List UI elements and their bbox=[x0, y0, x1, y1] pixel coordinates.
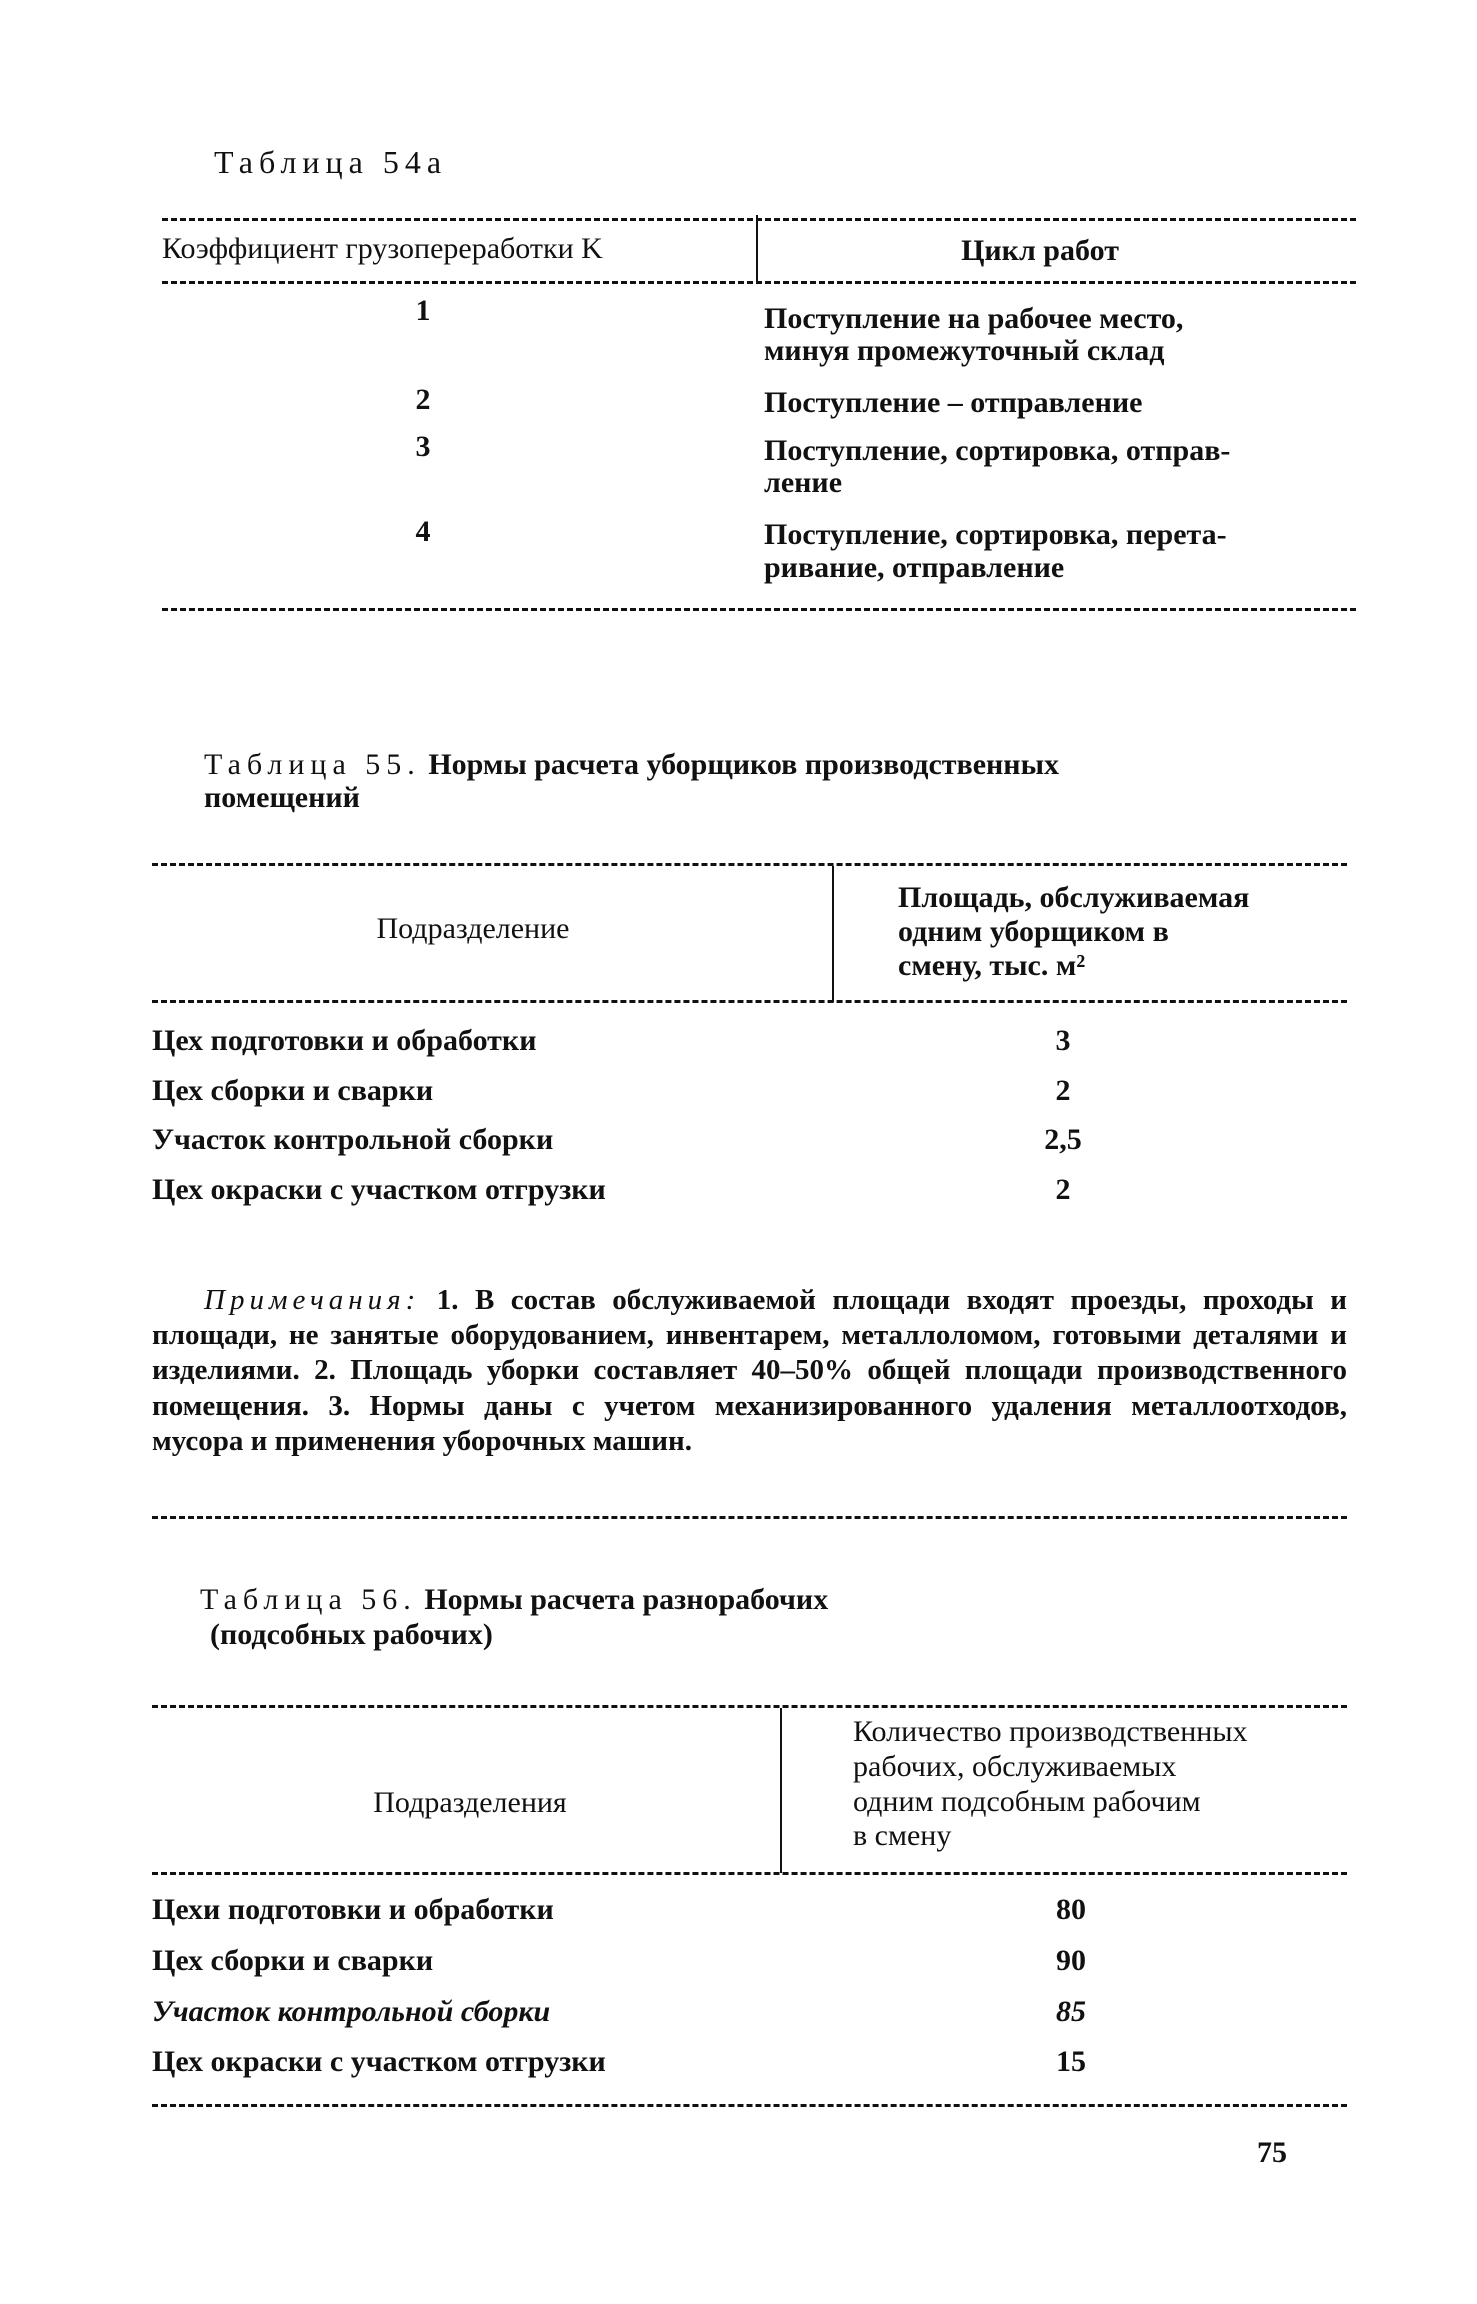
table-row-k: 3 bbox=[415, 430, 431, 463]
table-55-header-area: смену, тыс. м² bbox=[898, 949, 1086, 982]
column-divider bbox=[832, 866, 834, 1002]
table-row-value: 85 bbox=[1056, 1995, 1086, 2028]
table-rule bbox=[152, 863, 1347, 866]
table-56-label: Таблица 56. bbox=[200, 1583, 417, 1616]
table-56-title bbox=[200, 1585, 828, 1615]
table-56-title-line: Нормы расчета разнорабочих bbox=[424, 1583, 829, 1616]
table-row-name: Участок контрольной сборки bbox=[152, 1123, 554, 1156]
table-row-cycle: Поступление, сортировка, отправ- bbox=[764, 434, 1231, 467]
table-56-title-line: (подсобных рабочих) bbox=[210, 1618, 493, 1651]
table-row-value: 3 bbox=[1055, 1024, 1071, 1057]
table-row-value: 2 bbox=[1055, 1173, 1071, 1206]
notes-label: Примечания: bbox=[204, 1284, 421, 1316]
table-55-header-area: одним уборщиком в bbox=[898, 915, 1169, 948]
table-row-cycle: ление bbox=[764, 466, 843, 499]
page-number: 75 bbox=[1257, 2136, 1287, 2169]
table-row-cycle: Поступление на рабочее место, bbox=[764, 302, 1184, 335]
table-rule bbox=[152, 2104, 1347, 2107]
column-divider bbox=[780, 1708, 782, 1873]
table-row-value: 90 bbox=[1056, 1944, 1086, 1977]
table-row-value: 15 bbox=[1056, 2045, 1086, 2078]
table-row-k: 4 bbox=[415, 515, 431, 548]
table-54a-header-k: Коэффициент грузопереработки K bbox=[162, 232, 603, 265]
table-row-name: Цех подготовки и обработки bbox=[152, 1024, 537, 1057]
table-row-k: 1 bbox=[415, 294, 431, 327]
table-row-cycle: ривание, отправление bbox=[764, 551, 1065, 584]
table-rule bbox=[162, 218, 1356, 221]
table-row-name: Цех сборки и сварки bbox=[152, 1944, 434, 1977]
table-55-title-line: помещений bbox=[204, 781, 360, 814]
table-rule bbox=[162, 608, 1356, 611]
table-rule bbox=[152, 1000, 1347, 1003]
table-rule bbox=[152, 1516, 1347, 1519]
table-row-value: 2 bbox=[1055, 1074, 1071, 1107]
table-56-header-count: одним подсобным рабочим bbox=[853, 1785, 1201, 1818]
table-row-cycle: Поступление, сортировка, перета- bbox=[764, 518, 1227, 551]
table-row-cycle: минуя промежуточный склад bbox=[764, 334, 1165, 367]
column-divider bbox=[756, 215, 758, 283]
table-54a-header-cycle: Цикл работ bbox=[961, 234, 1119, 267]
table-55-title bbox=[204, 750, 1059, 780]
table-55-notes bbox=[152, 1283, 1347, 1459]
table-row-name: Цех окраски с участком отгрузки bbox=[152, 1173, 606, 1206]
table-rule bbox=[162, 281, 1356, 284]
table-56-header-count: рабочих, обслуживаемых bbox=[853, 1750, 1177, 1783]
table-55-title-line: Нормы расчета уборщиков производственных bbox=[428, 748, 1060, 781]
table-55-header-division: Подразделение bbox=[376, 912, 570, 945]
table-56-header-division: Подразделения bbox=[373, 1786, 567, 1819]
table-row-value: 80 bbox=[1056, 1893, 1086, 1926]
table-row-k: 2 bbox=[415, 383, 431, 416]
table-row-name: Цех сборки и сварки bbox=[152, 1074, 434, 1107]
table-rule bbox=[152, 1872, 1347, 1875]
table-row-cycle: Поступление – отправление bbox=[764, 386, 1143, 419]
table-rule bbox=[152, 1705, 1347, 1708]
table-54a-title: Таблица 54а bbox=[214, 144, 448, 180]
table-56-header-count: Количество производственных bbox=[853, 1715, 1248, 1748]
table-row-name: Участок контрольной сборки bbox=[152, 1995, 551, 2028]
notes-text: 1. В состав обслуживаемой площади входят проезды, проходы и площади, не занятые оборудованием, инвентарем, металлоломом, готовыми деталями и изделиями. 2. Площадь уборки составляет 40–50% общей площади производственного помещения. 3. Нормы даны с учетом механизированного удаления металлоотходов, мусора и применения уборочных машин. bbox=[152, 1284, 1347, 1457]
table-row-name: Цех окраски с участком отгрузки bbox=[152, 2045, 606, 2078]
table-55-label: Таблица 55. bbox=[204, 748, 421, 781]
table-55-header-area: Площадь, обслуживаемая bbox=[898, 881, 1250, 914]
table-56-header-count: в смену bbox=[853, 1819, 952, 1852]
table-row-value: 2,5 bbox=[1044, 1123, 1082, 1156]
table-row-name: Цехи подготовки и обработки bbox=[152, 1893, 554, 1926]
